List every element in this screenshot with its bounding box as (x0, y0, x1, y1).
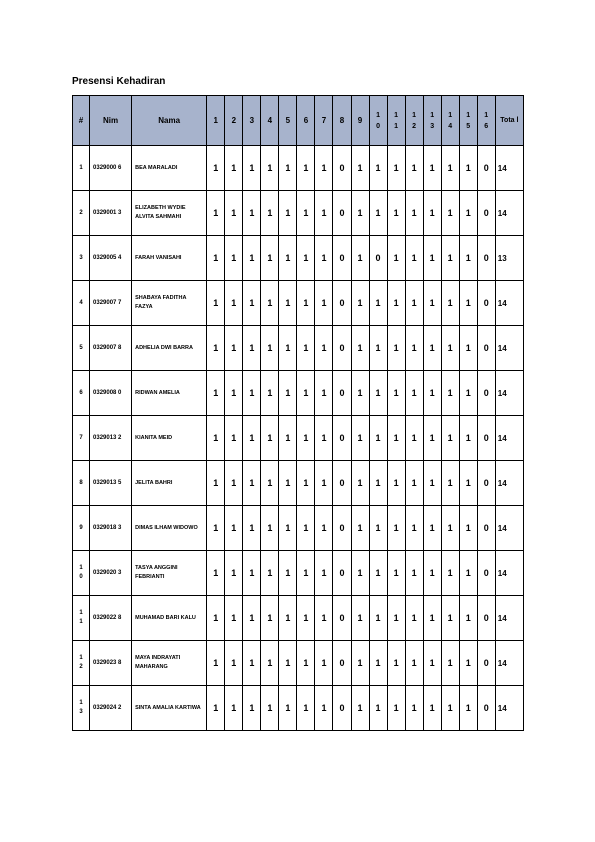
column-header: Tota l (495, 96, 523, 146)
attendance-mark: 1 (369, 281, 387, 326)
attendance-mark: 0 (333, 686, 351, 731)
attendance-mark: 1 (315, 461, 333, 506)
attendance-mark: 1 (387, 461, 405, 506)
attendance-mark: 1 (351, 191, 369, 236)
attendance-mark: 1 (243, 461, 261, 506)
attendance-mark: 1 (423, 326, 441, 371)
attendance-mark: 1 (261, 641, 279, 686)
attendance-mark: 1 (279, 281, 297, 326)
attendance-mark: 1 (279, 326, 297, 371)
attendance-total: 14 (495, 326, 523, 371)
attendance-mark: 1 (207, 236, 225, 281)
attendance-mark: 0 (333, 551, 351, 596)
attendance-mark: 1 (387, 596, 405, 641)
attendance-mark: 1 (225, 416, 243, 461)
attendance-mark: 1 (459, 326, 477, 371)
attendance-mark: 1 (459, 416, 477, 461)
table-header (73, 96, 524, 146)
attendance-table (72, 95, 524, 731)
attendance-mark: 1 (405, 506, 423, 551)
column-header: 5 (279, 96, 297, 146)
attendance-mark: 1 (459, 191, 477, 236)
attendance-mark: 1 (297, 596, 315, 641)
attendance-total: 14 (495, 146, 523, 191)
attendance-mark: 1 (207, 596, 225, 641)
column-header: 4 (261, 96, 279, 146)
attendance-mark: 1 (441, 686, 459, 731)
attendance-mark: 1 (225, 371, 243, 416)
attendance-mark: 1 (351, 326, 369, 371)
attendance-mark: 1 (261, 146, 279, 191)
attendance-mark: 0 (333, 506, 351, 551)
attendance-mark: 1 (297, 551, 315, 596)
attendance-mark: 1 (369, 641, 387, 686)
attendance-mark: 1 (387, 371, 405, 416)
column-header: 1 5 (459, 96, 477, 146)
attendance-mark: 0 (477, 641, 495, 686)
attendance-mark: 1 (315, 191, 333, 236)
row-number: 8 (73, 461, 90, 506)
attendance-mark: 1 (225, 686, 243, 731)
attendance-mark: 1 (315, 416, 333, 461)
student-name: FARAH VANISAHI (132, 236, 207, 281)
attendance-mark: 0 (477, 146, 495, 191)
attendance-mark: 1 (441, 416, 459, 461)
attendance-mark: 1 (351, 281, 369, 326)
attendance-mark: 1 (225, 146, 243, 191)
attendance-mark: 1 (207, 461, 225, 506)
attendance-mark: 1 (369, 146, 387, 191)
attendance-mark: 1 (369, 551, 387, 596)
attendance-total: 14 (495, 371, 523, 416)
attendance-mark: 1 (423, 506, 441, 551)
attendance-mark: 1 (207, 506, 225, 551)
student-nim: 0329000 6 (90, 146, 132, 191)
student-nim: 0329007 7 (90, 281, 132, 326)
attendance-mark: 1 (225, 191, 243, 236)
attendance-mark: 0 (477, 281, 495, 326)
table-row (73, 191, 524, 236)
attendance-mark: 1 (423, 641, 441, 686)
attendance-mark: 1 (315, 596, 333, 641)
student-nim: 0329001 3 (90, 191, 132, 236)
attendance-mark: 1 (243, 191, 261, 236)
attendance-mark: 1 (387, 551, 405, 596)
attendance-mark: 1 (243, 281, 261, 326)
attendance-mark: 1 (423, 191, 441, 236)
attendance-total: 14 (495, 686, 523, 731)
attendance-mark: 1 (261, 686, 279, 731)
page-title: Presensi Kehadiran (72, 76, 166, 87)
attendance-mark: 1 (459, 146, 477, 191)
row-number: 1 1 (73, 596, 90, 641)
column-header: 9 (351, 96, 369, 146)
column-header: 1 1 (387, 96, 405, 146)
attendance-mark: 1 (297, 641, 315, 686)
column-header: Nama (132, 96, 207, 146)
attendance-mark: 1 (207, 281, 225, 326)
attendance-mark: 1 (459, 596, 477, 641)
attendance-mark: 1 (207, 146, 225, 191)
table-row (73, 596, 524, 641)
table-body (73, 146, 524, 731)
attendance-mark: 1 (225, 596, 243, 641)
attendance-mark: 1 (423, 686, 441, 731)
column-header: 1 2 (405, 96, 423, 146)
row-number: 1 (73, 146, 90, 191)
attendance-mark: 0 (333, 371, 351, 416)
attendance-mark: 1 (297, 236, 315, 281)
attendance-mark: 1 (297, 191, 315, 236)
attendance-mark: 1 (279, 686, 297, 731)
table-row (73, 416, 524, 461)
attendance-mark: 1 (459, 281, 477, 326)
attendance-mark: 1 (387, 686, 405, 731)
attendance-mark: 1 (243, 596, 261, 641)
attendance-mark: 1 (405, 686, 423, 731)
attendance-mark: 0 (477, 191, 495, 236)
attendance-mark: 1 (315, 686, 333, 731)
attendance-mark: 1 (279, 416, 297, 461)
attendance-mark: 1 (279, 596, 297, 641)
attendance-mark: 1 (297, 461, 315, 506)
attendance-mark: 1 (315, 551, 333, 596)
attendance-mark: 1 (441, 371, 459, 416)
row-number: 6 (73, 371, 90, 416)
attendance-mark: 1 (441, 551, 459, 596)
attendance-mark: 1 (279, 191, 297, 236)
attendance-mark: 1 (207, 371, 225, 416)
attendance-mark: 1 (405, 146, 423, 191)
attendance-mark: 1 (261, 281, 279, 326)
attendance-mark: 1 (369, 191, 387, 236)
attendance-mark: 1 (315, 371, 333, 416)
attendance-mark: 1 (441, 236, 459, 281)
table-row (73, 281, 524, 326)
attendance-mark: 1 (279, 551, 297, 596)
attendance-mark: 1 (423, 371, 441, 416)
attendance-mark: 1 (387, 146, 405, 191)
student-name: DIMAS ILHAM WIDOWO (132, 506, 207, 551)
attendance-mark: 1 (297, 416, 315, 461)
attendance-total: 14 (495, 506, 523, 551)
student-nim: 0329023 8 (90, 641, 132, 686)
table-row (73, 461, 524, 506)
attendance-mark: 1 (423, 416, 441, 461)
attendance-mark: 1 (351, 641, 369, 686)
attendance-total: 14 (495, 281, 523, 326)
row-number: 1 2 (73, 641, 90, 686)
attendance-total: 14 (495, 596, 523, 641)
attendance-mark: 1 (369, 686, 387, 731)
column-header: 1 6 (477, 96, 495, 146)
column-header: 7 (315, 96, 333, 146)
attendance-mark: 1 (405, 326, 423, 371)
attendance-mark: 1 (243, 551, 261, 596)
attendance-mark: 1 (315, 281, 333, 326)
table-row (73, 236, 524, 281)
attendance-mark: 1 (369, 326, 387, 371)
attendance-total: 14 (495, 641, 523, 686)
table-row (73, 326, 524, 371)
student-name: TASYA ANGGINI FEBRIANTI (132, 551, 207, 596)
attendance-mark: 1 (351, 416, 369, 461)
attendance-mark: 1 (369, 461, 387, 506)
row-number: 9 (73, 506, 90, 551)
attendance-mark: 1 (279, 641, 297, 686)
attendance-mark: 1 (243, 416, 261, 461)
row-number: 1 3 (73, 686, 90, 731)
attendance-mark: 1 (243, 236, 261, 281)
attendance-mark: 1 (207, 686, 225, 731)
attendance-mark: 1 (315, 326, 333, 371)
attendance-mark: 1 (387, 506, 405, 551)
attendance-mark: 1 (297, 506, 315, 551)
attendance-mark: 1 (405, 191, 423, 236)
attendance-mark: 0 (369, 236, 387, 281)
attendance-mark: 1 (441, 641, 459, 686)
row-number: 5 (73, 326, 90, 371)
row-number: 4 (73, 281, 90, 326)
attendance-total: 14 (495, 551, 523, 596)
attendance-mark: 1 (243, 371, 261, 416)
attendance-mark: 1 (297, 281, 315, 326)
attendance-mark: 1 (423, 236, 441, 281)
header-row (73, 96, 524, 146)
attendance-mark: 1 (207, 191, 225, 236)
attendance-mark: 1 (351, 506, 369, 551)
attendance-mark: 1 (369, 371, 387, 416)
attendance-mark: 1 (387, 191, 405, 236)
attendance-mark: 1 (243, 146, 261, 191)
attendance-mark: 1 (351, 236, 369, 281)
column-header: 3 (243, 96, 261, 146)
student-name: MAYA INDRAYATI MAHARANG (132, 641, 207, 686)
attendance-mark: 1 (423, 461, 441, 506)
student-name: SHABAYA FADITHA FAZYA (132, 281, 207, 326)
attendance-mark: 1 (405, 416, 423, 461)
table-row (73, 506, 524, 551)
attendance-mark: 1 (387, 416, 405, 461)
attendance-mark: 1 (387, 236, 405, 281)
student-name: JELITA BAHRI (132, 461, 207, 506)
attendance-mark: 0 (477, 551, 495, 596)
student-nim: 0329024 2 (90, 686, 132, 731)
attendance-mark: 1 (207, 326, 225, 371)
attendance-mark: 0 (333, 146, 351, 191)
attendance-total: 14 (495, 416, 523, 461)
attendance-mark: 1 (261, 596, 279, 641)
attendance-mark: 0 (477, 236, 495, 281)
row-number: 7 (73, 416, 90, 461)
attendance-mark: 1 (459, 506, 477, 551)
attendance-mark: 0 (333, 326, 351, 371)
attendance-mark: 1 (405, 281, 423, 326)
student-name: MUHAMAD BARI KALU (132, 596, 207, 641)
attendance-mark: 1 (261, 371, 279, 416)
attendance-mark: 0 (477, 596, 495, 641)
attendance-mark: 1 (423, 596, 441, 641)
attendance-mark: 0 (477, 686, 495, 731)
attendance-mark: 1 (297, 686, 315, 731)
column-header: 2 (225, 96, 243, 146)
attendance-mark: 1 (261, 236, 279, 281)
attendance-mark: 1 (243, 326, 261, 371)
student-name: RIDWAN AMELIA (132, 371, 207, 416)
attendance-mark: 1 (423, 281, 441, 326)
attendance-mark: 1 (441, 596, 459, 641)
attendance-mark: 1 (459, 551, 477, 596)
attendance-mark: 1 (297, 371, 315, 416)
attendance-mark: 1 (405, 596, 423, 641)
table-row (73, 371, 524, 416)
attendance-mark: 0 (333, 641, 351, 686)
attendance-mark: 1 (225, 641, 243, 686)
attendance-mark: 1 (351, 461, 369, 506)
student-nim: 0329022 8 (90, 596, 132, 641)
student-nim: 0329013 5 (90, 461, 132, 506)
attendance-mark: 1 (459, 371, 477, 416)
attendance-total: 13 (495, 236, 523, 281)
attendance-mark: 1 (405, 641, 423, 686)
student-nim: 0329005 4 (90, 236, 132, 281)
attendance-mark: 1 (315, 236, 333, 281)
student-nim: 0329007 8 (90, 326, 132, 371)
attendance-mark: 1 (423, 551, 441, 596)
column-header: 1 4 (441, 96, 459, 146)
row-number: 2 (73, 191, 90, 236)
attendance-mark: 1 (225, 236, 243, 281)
attendance-mark: 1 (297, 146, 315, 191)
attendance-mark: 1 (441, 191, 459, 236)
attendance-mark: 1 (441, 326, 459, 371)
column-header: 1 (207, 96, 225, 146)
attendance-mark: 1 (279, 461, 297, 506)
attendance-mark: 1 (261, 461, 279, 506)
student-name: SINTA AMALIA KARTIWA (132, 686, 207, 731)
attendance-mark: 1 (459, 686, 477, 731)
attendance-mark: 1 (315, 146, 333, 191)
attendance-mark: 1 (459, 461, 477, 506)
attendance-mark: 0 (477, 416, 495, 461)
attendance-mark: 1 (387, 641, 405, 686)
attendance-mark: 1 (225, 506, 243, 551)
attendance-mark: 1 (261, 506, 279, 551)
attendance-mark: 0 (333, 416, 351, 461)
student-name: ADHELIA DWI BARRA (132, 326, 207, 371)
attendance-mark: 1 (351, 146, 369, 191)
attendance-mark: 1 (405, 551, 423, 596)
attendance-mark: 0 (477, 461, 495, 506)
column-header: 1 3 (423, 96, 441, 146)
attendance-mark: 1 (423, 146, 441, 191)
student-nim: 0329013 2 (90, 416, 132, 461)
table-row (73, 551, 524, 596)
attendance-mark: 1 (351, 551, 369, 596)
attendance-mark: 0 (477, 371, 495, 416)
attendance-mark: 1 (225, 551, 243, 596)
attendance-mark: 1 (207, 551, 225, 596)
attendance-mark: 1 (441, 146, 459, 191)
attendance-mark: 1 (315, 506, 333, 551)
attendance-mark: 1 (315, 641, 333, 686)
attendance-mark: 1 (261, 191, 279, 236)
attendance-total: 14 (495, 461, 523, 506)
attendance-mark: 1 (243, 506, 261, 551)
column-header: 1 0 (369, 96, 387, 146)
attendance-mark: 1 (225, 461, 243, 506)
attendance-mark: 1 (405, 236, 423, 281)
student-name: ELIZABETH WYDIE ALVITA SAHMAHI (132, 191, 207, 236)
row-number: 1 0 (73, 551, 90, 596)
table-row (73, 146, 524, 191)
attendance-mark: 1 (243, 641, 261, 686)
attendance-total: 14 (495, 191, 523, 236)
attendance-mark: 1 (225, 326, 243, 371)
attendance-mark: 0 (477, 326, 495, 371)
attendance-mark: 1 (369, 506, 387, 551)
student-name: BEA MARALADI (132, 146, 207, 191)
table-row (73, 641, 524, 686)
attendance-mark: 1 (387, 326, 405, 371)
attendance-mark: 1 (261, 326, 279, 371)
attendance-mark: 0 (333, 596, 351, 641)
attendance-mark: 1 (405, 461, 423, 506)
attendance-mark: 1 (351, 686, 369, 731)
attendance-mark: 1 (297, 326, 315, 371)
attendance-mark: 1 (369, 416, 387, 461)
attendance-mark: 0 (333, 191, 351, 236)
column-header: 8 (333, 96, 351, 146)
attendance-mark: 1 (279, 236, 297, 281)
column-header: # (73, 96, 90, 146)
row-number: 3 (73, 236, 90, 281)
attendance-mark: 1 (261, 551, 279, 596)
attendance-mark: 0 (477, 506, 495, 551)
attendance-mark: 0 (333, 281, 351, 326)
attendance-mark: 1 (243, 686, 261, 731)
attendance-mark: 1 (441, 506, 459, 551)
attendance-mark: 1 (459, 236, 477, 281)
student-name: KIANITA MEID (132, 416, 207, 461)
attendance-mark: 1 (351, 371, 369, 416)
attendance-mark: 1 (225, 281, 243, 326)
attendance-mark: 1 (459, 641, 477, 686)
column-header: 6 (297, 96, 315, 146)
attendance-mark: 1 (207, 416, 225, 461)
attendance-mark: 1 (279, 371, 297, 416)
attendance-mark: 1 (279, 146, 297, 191)
student-nim: 0329020 3 (90, 551, 132, 596)
student-nim: 0329018 3 (90, 506, 132, 551)
column-header: Nim (90, 96, 132, 146)
attendance-mark: 1 (441, 281, 459, 326)
student-nim: 0329008 0 (90, 371, 132, 416)
attendance-mark: 1 (441, 461, 459, 506)
attendance-mark: 1 (369, 596, 387, 641)
attendance-mark: 1 (387, 281, 405, 326)
attendance-mark: 1 (351, 596, 369, 641)
attendance-mark: 0 (333, 236, 351, 281)
attendance-mark: 1 (279, 506, 297, 551)
attendance-mark: 1 (207, 641, 225, 686)
table-row (73, 686, 524, 731)
attendance-mark: 0 (333, 461, 351, 506)
attendance-mark: 1 (405, 371, 423, 416)
attendance-mark: 1 (261, 416, 279, 461)
